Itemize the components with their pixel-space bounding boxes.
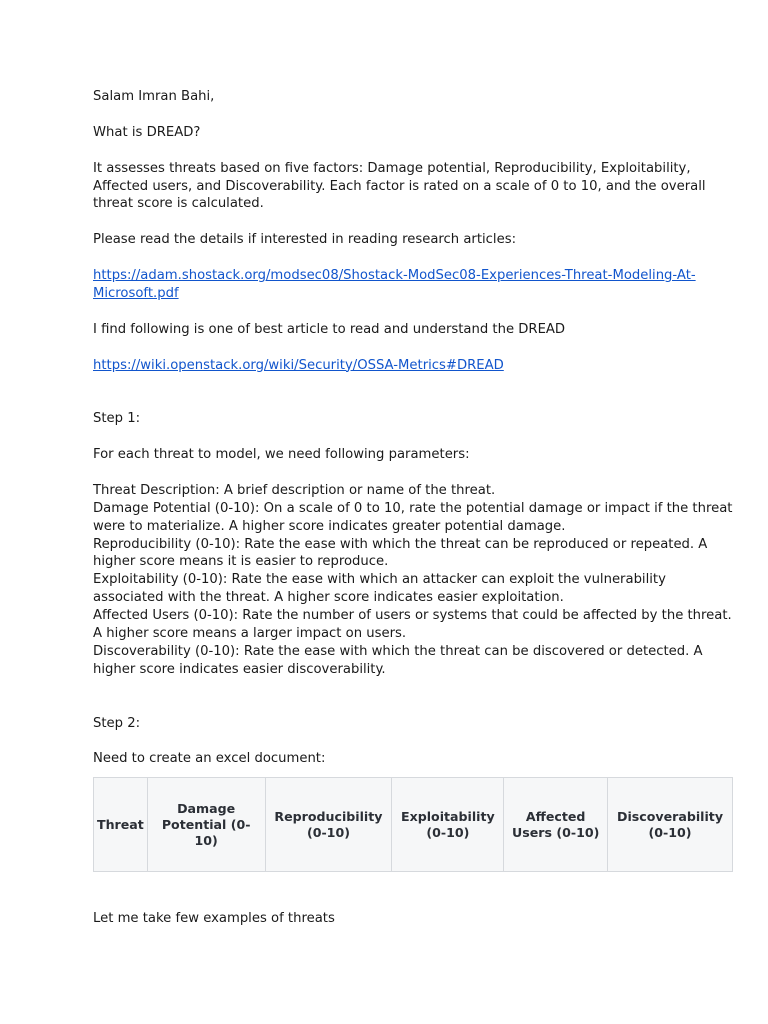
read-details-text: Please read the details if interested in reading research articles:: [93, 232, 517, 248]
table-header-row: [94, 778, 733, 872]
header-damage-potential: Damage Potential (0-10): [147, 778, 265, 872]
closing-text: Let me take few examples of threats: [93, 911, 335, 927]
header-discoverability: Discoverability (0-10): [608, 778, 733, 872]
header-threat: Threat: [94, 778, 148, 872]
step1-heading: Step 1:: [93, 411, 141, 427]
param-exploitability: Exploitability (0-10): Rate the ease with which an attacker can exploit the vulnerability associated with the threat. A higher score indicates easier exploitation.: [93, 572, 666, 606]
param-affected-users: Affected Users (0-10): Rate the number of users or systems that could be affected by the threat. A higher score means a larger impact on users.: [93, 608, 732, 642]
openstack-link[interactable]: https://wiki.openstack.org/wiki/Security/OSSA-Metrics#DREAD: [93, 357, 504, 373]
header-reproducibility: Reproducibility (0-10): [265, 778, 392, 872]
dread-table: [93, 777, 733, 872]
param-threat-description: Threat Description: A brief description or name of the threat.: [93, 482, 496, 498]
spacer: [93, 697, 733, 715]
document-body: [93, 88, 733, 946]
header-affected-users: Affected Users (0-10): [504, 778, 608, 872]
intro-paragraph: It assesses threats based on five factors: Damage potential, Reproducibility, Exploitability, Affected users, and Discoverability. Each factor is rated on a scale of 0 to 10, and the overall threat score is calculated.: [93, 160, 706, 212]
shostack-link[interactable]: https://adam.shostack.org/modsec08/Shostack-ModSec08-Experiences-Threat-Modeling-At-Microsoft.pdf: [93, 268, 696, 301]
greeting: Salam Imran Bahi,: [93, 89, 215, 104]
best-article-text: I find following is one of best article to read and understand the DREAD: [93, 321, 566, 337]
param-reproducibility: Reproducibility (0-10): Rate the ease with which the threat can be reproduced or repeated. A higher score means it is easier to reproduce.: [93, 536, 708, 570]
step1-intro: For each threat to model, we need following parameters:: [93, 446, 470, 462]
param-damage-potential: Damage Potential (0-10): On a scale of 0 to 10, rate the potential damage or impact if the threat were to materialize. A higher score indicates greater potential damage.: [93, 500, 733, 534]
step2-intro: Need to create an excel document:: [93, 751, 326, 767]
param-discoverability: Discoverability (0-10): Rate the ease with which the threat can be discovered or detected. A higher score indicates easier discoverability.: [93, 643, 703, 677]
link2-paragraph: [93, 357, 733, 375]
link1-paragraph: [93, 267, 733, 303]
parameter-list: [93, 482, 733, 679]
question-heading: What is DREAD?: [93, 124, 201, 140]
step2-heading: Step 2:: [93, 715, 141, 731]
spacer: [93, 392, 733, 410]
header-exploitability: Exploitability (0-10): [392, 778, 504, 872]
